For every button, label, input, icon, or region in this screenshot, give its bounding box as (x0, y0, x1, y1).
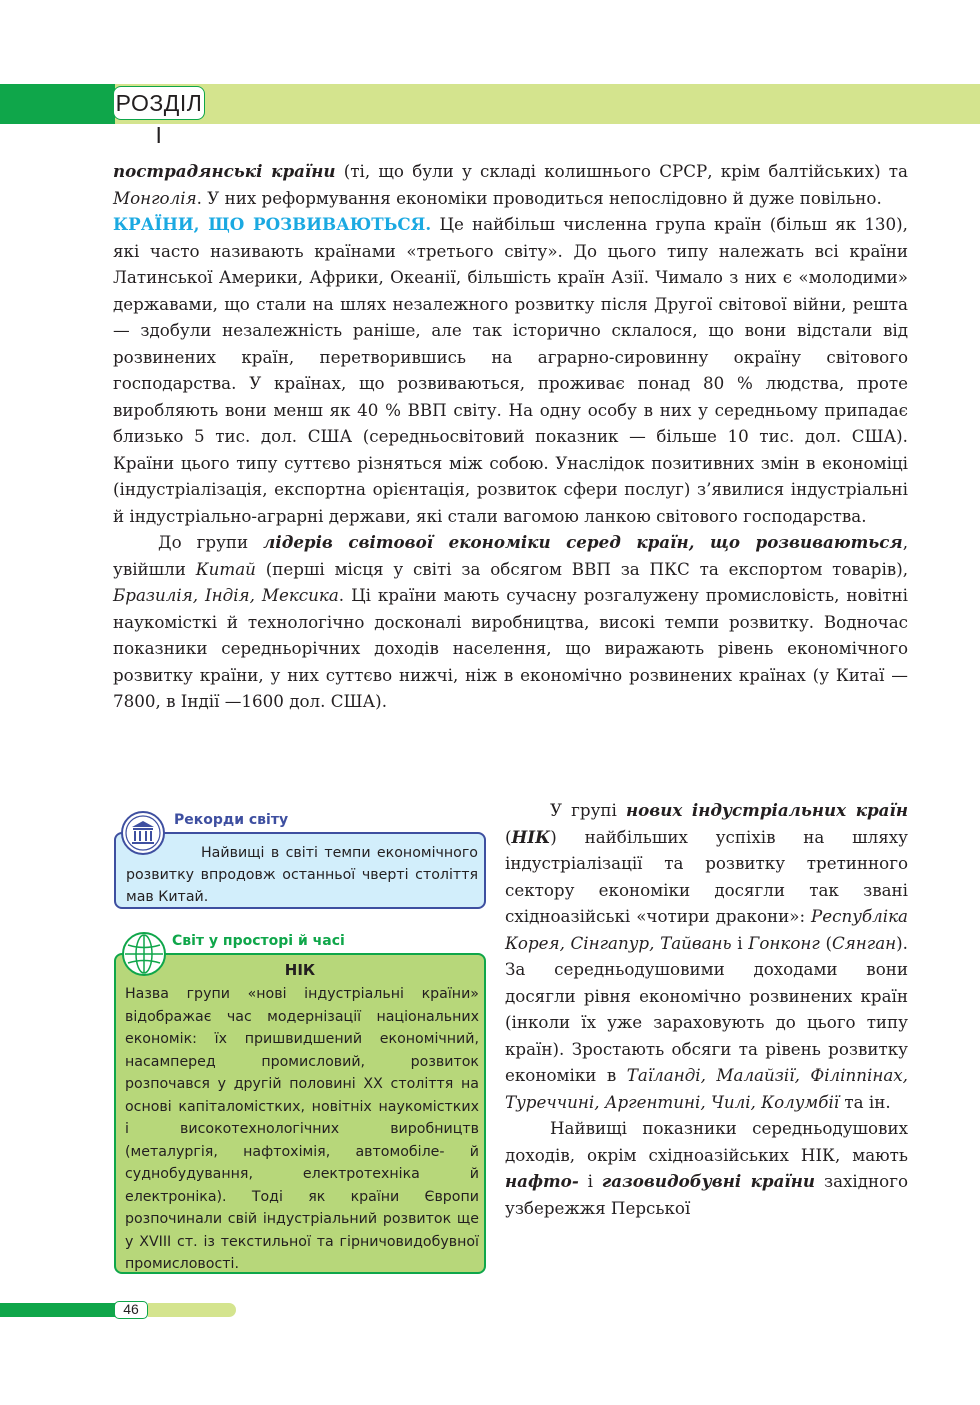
developing-paragraph: КРАЇНИ, ЩО РОЗВИВАЮТЬСЯ. Це найбільш численна група країн (більш як 130), які часто називають країнами «третього світу». До цього типу належать всі країни Латинської Америки, Африки, Океанії, більшість країн Азії. Чимало з них є «молодими» державами, що стали на шлях незалежного розвитку після Другої світової війни, решта — здобули незалежність раніше, але так історично склалося, що вони відстали від розвинених країн, перетворившись на аграрно-сировинну окраїну світового господарства. У країнах, що розвиваються, проживає понад 80 % людства, проте виробляють вони менш як 40 % ВВП світу. На одну особу в них у середньому припадає близько 5 тис. дол. США (середньосвітовий показник — більше 10 тис. дол. США). Країни цього типу суттєво різняться між собою. Унаслідок позитивних змін в економіці (індустріалізація, експортна орієнтація, розвиток сфери послуг) з’явилися індустріальні й індустріально-аграрні держави, які стали вагомою ланкою світового господарства. (113, 214, 908, 526)
world-text: Назва групи «нові індустріальні країни» відображає час модернізації національних економік: їх пришвидшений економічний, насамперед промисловий, розвиток розпочався у другій половині ХХ століття на основі капіталомістких, новітніх наукомістких і високотехнологічних виробництв (металургія, нафтохімія, автомобіле- й суднобудування, електротехніка й електроніка). Тоді як країни Європи розпочинали свій індустріальний розвиток ще у XVIII ст. із текстильної та гірничовидобувної промисловості. (125, 986, 479, 1272)
records-title: Рекорди світу (174, 812, 289, 828)
header-lime-bar (115, 84, 980, 124)
world-box (114, 953, 486, 1274)
world-heading: НІК (284, 961, 316, 979)
records-text: Найвищі в світі темпи економічного розвитку впродовж останньої чверті століття мав Китай. (126, 845, 478, 905)
nic-paragraph: У групі нових індустріальних країн (НІК) найбільших успіхів на шляху індустріалізації та розвитку третинного сектору економіки досягли так звані східноазійські «чотири дракони»: Республіка Корея, Сінгапур, Тайвань і Гонконг (Сянган). За середньодушовими доходами вони досягли рівня економічно розвинених країн (інколи їх уже зараховують до цього типу країн). Зростають обсяги та рівень розвитку економіки в Таїланді, Малайзії, Філіппінах, Туреччині, Аргентині, Чилі, Колумбії та ін. (505, 800, 908, 1112)
oil-paragraph: Найвищі показники середньодушових доходів, окрім східноазійських НІК, мають нафто- і газовидобувні країни західного узбережжя Перської (505, 1118, 909, 1218)
footer-green-bar (0, 1303, 115, 1317)
columns-icon (120, 810, 166, 856)
footer-lime-bar (148, 1303, 236, 1317)
right-column-text (505, 797, 908, 1221)
globe-icon (121, 931, 167, 977)
intro-paragraph: пострадянські країни (ті, що були у складі колишнього СРСР, крім балтійських) та Монголія. У них реформування економіки проводиться непослідовно й дуже повільно. (113, 161, 908, 208)
header-green-bar (0, 84, 115, 124)
leaders-paragraph: До групи лідерів світової економіки серед країн, що розвиваються, увійшли Китай (перші місця у світі за обсягом ВВП за ПКС та експортом товарів), Бразилія, Індія, Мексика. Ці країни мають сучасну розгалужену промисловість, новітні наукомісткі й технологічно досконалі виробництва, високі темпи розвитку. Водночас показники середньорічних доходів населення, що виражають рівень економічного розвитку країни, у них суттєво нижчі, ніж в економічно розвинених країнах (у Китаї — 7800, в Індії —1600 дол. США). (113, 532, 909, 711)
main-text-top (113, 158, 908, 715)
world-title: Світ у просторі й часі (172, 933, 345, 949)
section-label: РОЗДІЛ І (113, 86, 205, 120)
records-box (114, 832, 486, 909)
page-number: 46 (114, 1301, 148, 1319)
